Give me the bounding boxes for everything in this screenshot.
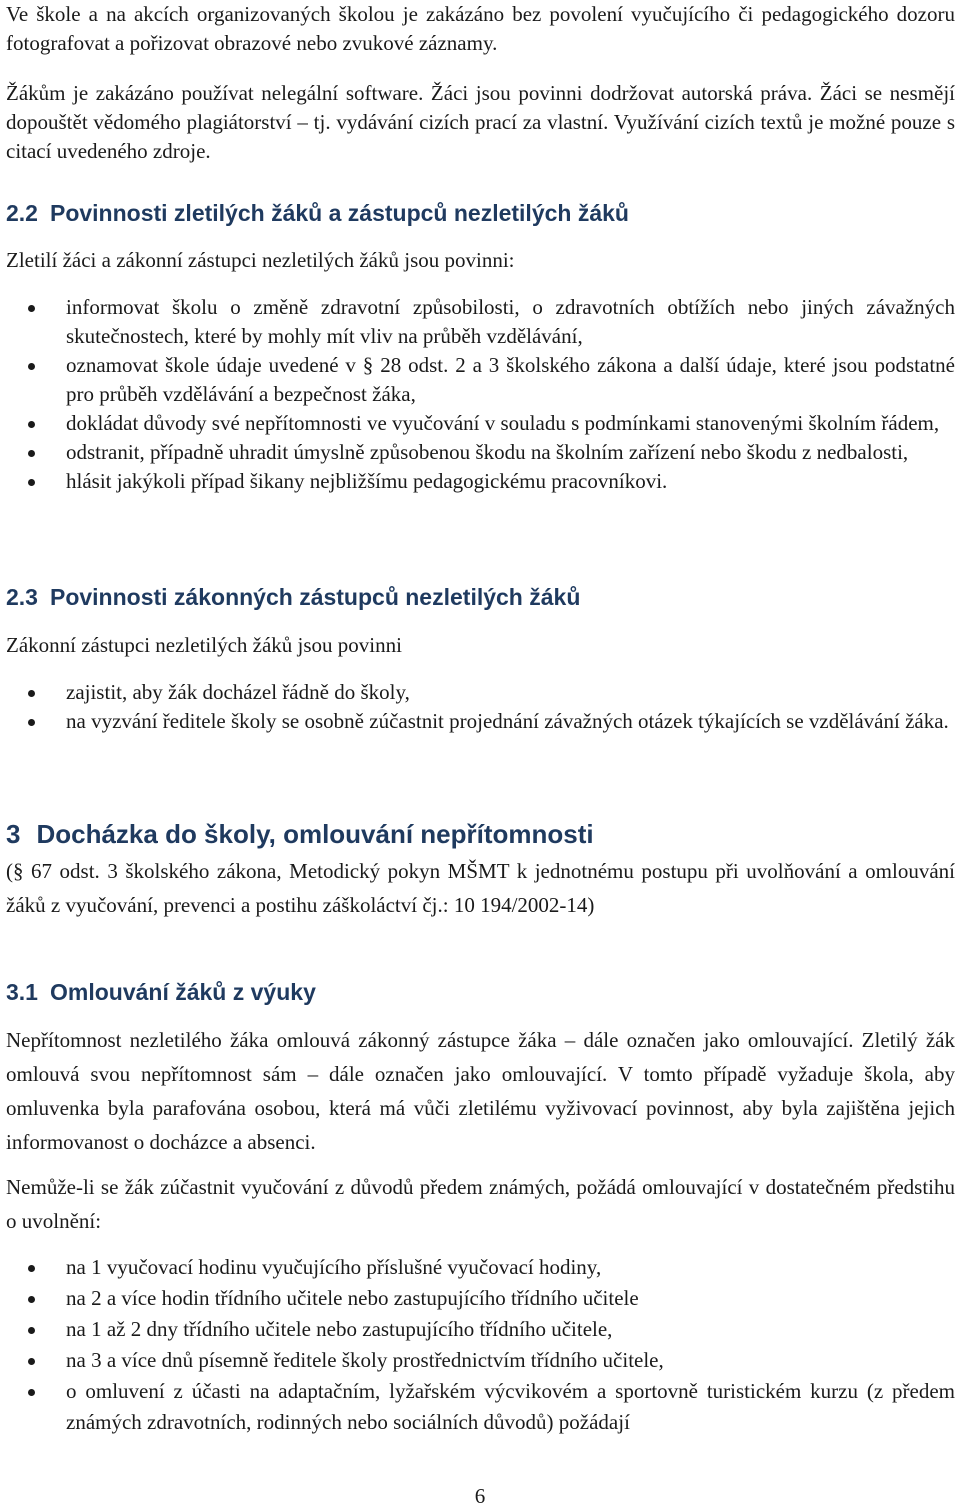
list-item: odstranit, případně uhradit úmyslně způsobenou škodu na školním zařízení nebo škodu z nedbalosti, [6, 438, 955, 467]
section-2-3-list [6, 678, 955, 736]
list-item: na 1 vyučovací hodinu vyučujícího příslušné vyučovací hodiny, [6, 1252, 955, 1283]
bullet-icon [28, 363, 35, 370]
section-heading-2-3 [6, 582, 580, 612]
section-heading-2-2 [6, 198, 629, 228]
list-item: informovat školu o změně zdravotní způsobilosti, o zdravotních obtížích nebo jiných závažných skutečnostech, které by mohly mít vliv na průběh vzdělávání, [6, 293, 955, 351]
section-3-1-paragraph-1: Nepřítomnost nezletilého žáka omlouvá zákonný zástupce žáka – dále označen jako omlouvající. Zletilý žák omlouvá svou nepřítomnost sám – dále označen jako omlouvající. V tomto případě vyžaduje škola, aby omluvenka byla parafována osobou, která má vůči zletilému vyživovací povinnost, aby byla zajištěna jejich informovanost o docházce a absenci. [6, 1028, 955, 1154]
section-number: 3 [6, 819, 21, 849]
bullet-icon [28, 479, 35, 486]
list-item: dokládat důvody své nepřítomnosti ve vyučování v souladu s podmínkami stanovenými školním řádem, [6, 409, 955, 438]
bullet-icon [28, 1389, 35, 1396]
page-number: 6 [474, 1484, 486, 1508]
section-heading-3 [6, 818, 594, 850]
bullet-icon [28, 1358, 35, 1365]
list-item: na 1 až 2 dny třídního učitele nebo zastupujícího třídního učitele, [6, 1314, 955, 1345]
bullet-icon [28, 1265, 35, 1272]
section-title: Povinnosti zletilých žáků a zástupců nezletilých žáků [49, 200, 629, 226]
bullet-icon [28, 421, 35, 428]
intro-paragraph-1: Ve škole a na akcích organizovaných školou je zakázáno bez povolení vyučujícího či pedagogického dozoru fotografovat a pořizovat obrazové nebo zvukové záznamy. [6, 2, 955, 55]
list-item: na 2 a více hodin třídního učitele nebo zastupujícího třídního učitele [6, 1283, 955, 1314]
section-3-1-list [6, 1252, 955, 1438]
bullet-icon [28, 450, 35, 457]
bullet-icon [28, 1327, 35, 1334]
intro-paragraph-2: Žákům je zakázáno používat nelegální software. Žáci jsou povinni dodržovat autorská práva. Žáci se nesmějí dopouštět vědomého plagiátorství – tj. vydávání cizích prací za vlastní. Využívání cizích textů je možné pouze s citací uvedeného zdroje. [6, 81, 955, 163]
list-item: oznamovat škole údaje uvedené v § 28 odst. 2 a 3 školského zákona a další údaje, které jsou podstatné pro průběh vzdělávání a bezpečnost žáka, [6, 351, 955, 409]
section-2-2-list [6, 293, 955, 496]
list-item: na 3 a více dnů písemně ředitele školy prostřednictvím třídního učitele, [6, 1345, 955, 1376]
section-number: 2.2 [6, 200, 38, 226]
list-item: hlásit jakýkoli případ šikany nejbližšímu pedagogickému pracovníkovi. [6, 467, 955, 496]
bullet-icon [28, 305, 35, 312]
list-item: na vyzvání ředitele školy se osobně zúčastnit projednání závažných otázek týkajících se vzdělávání žáka. [6, 707, 955, 736]
section-3-1-paragraph-2: Nemůže-li se žák zúčastnit vyučování z důvodů předem známých, požádá omlouvající v dostatečném předstihu o uvolnění: [6, 1175, 955, 1233]
list-item: zajistit, aby žák docházel řádně do školy, [6, 678, 955, 707]
section-title: Docházka do školy, omlouvání nepřítomnosti [36, 819, 594, 849]
section-2-3-lead: Zákonní zástupci nezletilých žáků jsou povinni [6, 633, 402, 657]
section-title: Omlouvání žáků z výuky [49, 979, 316, 1005]
section-number: 2.3 [6, 584, 38, 610]
list-item: o omluvení z účasti na adaptačním, lyžařském výcvikovém a sportovně turistickém kurzu (z předem známých zdravotních, rodinných nebo sociálních důvodů) požádají [6, 1376, 955, 1438]
bullet-icon [28, 690, 35, 697]
section-3-reference: (§ 67 odst. 3 školského zákona, Metodický pokyn MŠMT k jednotnému postupu při uvolňování a omlouvání žáků z vyučování, prevenci a postihu záškoláctví čj.: 10 194/2002-14) [6, 859, 955, 917]
section-2-2-lead: Zletilí žáci a zákonní zástupci nezletilých žáků jsou povinni: [6, 248, 515, 272]
section-heading-3-1 [6, 977, 316, 1007]
section-number: 3.1 [6, 979, 38, 1005]
bullet-icon [28, 1296, 35, 1303]
bullet-icon [28, 719, 35, 726]
section-title: Povinnosti zákonných zástupců nezletilých žáků [49, 584, 581, 610]
